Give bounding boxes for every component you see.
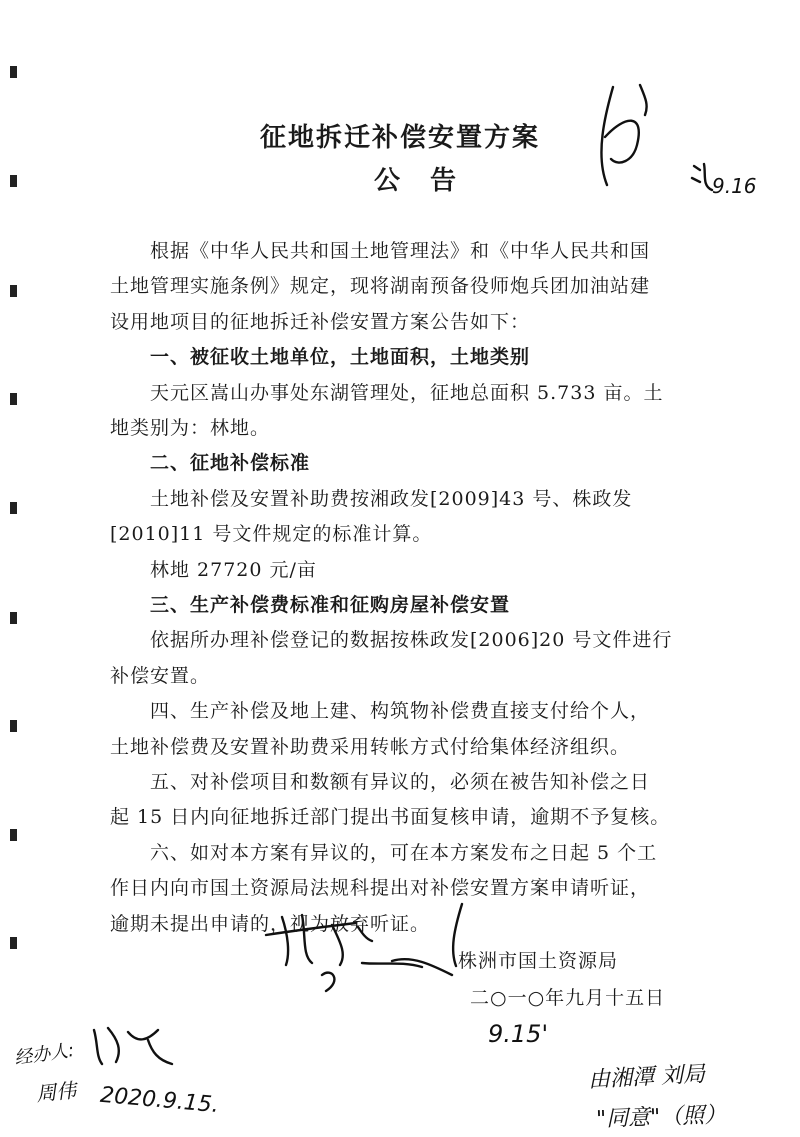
signature-center-stroke — [440, 900, 470, 970]
document-title: 征地拆迁补偿安置方案 — [259, 123, 540, 153]
body-line: 地类别为：林地。 — [110, 417, 271, 439]
signature-bottom-left — [88, 1020, 188, 1070]
binding-mark — [10, 393, 17, 405]
signature-top-right — [585, 75, 705, 205]
binding-mark — [10, 66, 17, 78]
handwritten-note-line1: 由湘潭 刘局 — [587, 1061, 706, 1094]
section-heading: 一、被征收土地单位，土地面积，土地类别 — [150, 346, 531, 369]
section-heading: 二、征地补偿标准 — [150, 452, 311, 475]
document-subtitle: 公告 — [373, 166, 486, 196]
body-line: 设用地项目的征地拆迁补偿安置方案公告如下： — [110, 310, 531, 333]
body-line: 四、生产补偿及地上建、构筑物补偿费直接支付给个人， — [150, 700, 651, 723]
body-line: 逾期未提出申请的，视为放弃听证。 — [110, 912, 431, 935]
body-line: 土地管理实施条例》规定，现将湖南预备役师炮兵团加油站建 — [110, 275, 651, 298]
issuer: 株洲市国土资源局 — [458, 950, 619, 972]
body-line: 五、对补偿项目和数额有异议的，必须在被告知补偿之日 — [150, 771, 651, 793]
handwritten-date-left: 2020.9.15. — [99, 1082, 220, 1119]
binding-mark — [10, 829, 17, 841]
body-line: 天元区嵩山办事处东湖管理处，征地总面积 5.733 亩。土 — [150, 381, 664, 404]
handwritten-date-top: 9.16 — [712, 174, 757, 198]
issue-date: 二○一○年九月十五日 — [470, 987, 666, 1009]
binding-mark — [10, 502, 17, 514]
body-line: 起 15 日内向征地拆迁部门提出书面复核申请，逾期不予复核。 — [110, 806, 671, 829]
handwritten-note-line2: "同意"（照） — [595, 1102, 727, 1133]
binding-mark — [10, 285, 17, 297]
handwritten-date-mid: 9.15' — [488, 1020, 549, 1048]
binding-mark — [10, 720, 17, 732]
section-heading: 三、生产补偿费标准和征购房屋补偿安置 — [150, 594, 511, 616]
body-line: 林地 27720 元/亩 — [150, 558, 317, 581]
handwritten-label-left: 经办人: — [13, 1039, 76, 1070]
binding-mark — [10, 612, 17, 624]
body-line: 依据所办理补偿登记的数据按株政发[2006]20 号文件进行 — [150, 629, 673, 652]
body-line: 作日内向市国土资源局法规科提出对补偿安置方案申请听证， — [110, 877, 651, 900]
body-line: 土地补偿及安置补助费按湘政发[2009]43 号、株政发 — [150, 487, 633, 510]
body-line: 土地补偿费及安置补助费采用转帐方式付给集体经济组织。 — [110, 735, 631, 758]
body-line: 补偿安置。 — [110, 664, 211, 687]
body-line: 六、如对本方案有异议的，可在本方案发布之日起 5 个工 — [150, 841, 658, 864]
body-line: 根据《中华人民共和国土地管理法》和《中华人民共和国 — [150, 240, 651, 262]
handwritten-name-left: 周伟 — [35, 1077, 78, 1107]
body-line: [2010]11 号文件规定的标准计算。 — [110, 523, 433, 546]
binding-mark — [10, 937, 17, 949]
